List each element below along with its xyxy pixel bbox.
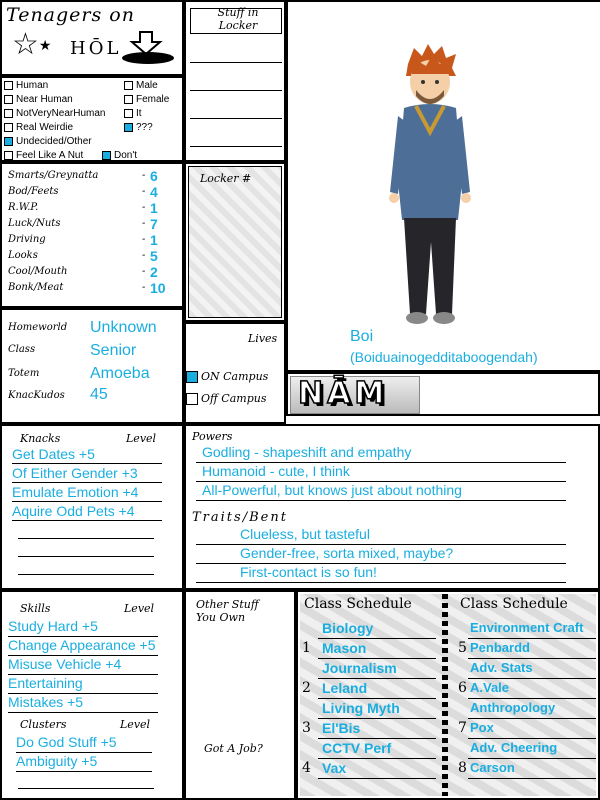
stat-value: 6 — [150, 168, 158, 184]
gender-label: Don't — [114, 150, 138, 161]
schedule-room: Penbardd — [470, 640, 530, 655]
schedule-underline — [318, 698, 436, 699]
schedule-underline — [468, 778, 596, 779]
gender-option — [124, 80, 158, 91]
schedule-class: Environment Craft — [470, 620, 584, 635]
portrait-box — [286, 0, 600, 372]
species-checkbox[interactable] — [4, 123, 13, 132]
game-title: Tenagers on — [6, 4, 135, 26]
traits-label: Traits/Bent — [192, 510, 288, 525]
species-checkbox[interactable] — [4, 151, 13, 160]
schedule-title-right: Class Schedule — [460, 596, 568, 612]
name-banner-box — [286, 372, 600, 416]
schedule-underline — [318, 738, 436, 739]
trait-item: First-contact is so fun! — [240, 564, 377, 580]
on-campus-label: ON Campus — [201, 370, 269, 383]
stat-dash: - — [142, 170, 146, 181]
schedule-period: 6 — [458, 680, 467, 696]
schedule-underline — [318, 778, 436, 779]
skills-label: Skills — [20, 602, 51, 615]
schedule-class: Anthropology — [470, 700, 556, 715]
totem-label: Totem — [8, 368, 40, 379]
schedule-period: 8 — [458, 760, 467, 776]
species-label: Undecided/Other — [16, 136, 92, 147]
schedule-period: 4 — [302, 760, 311, 776]
powers-traits-box — [184, 424, 600, 590]
schedule-underline — [468, 718, 596, 719]
gender-label: It — [136, 108, 142, 119]
schedule-class: Biology — [322, 620, 374, 636]
off-campus-label: Off Campus — [201, 392, 267, 405]
skills-level-label: Level — [124, 602, 155, 615]
power-underline — [196, 500, 566, 501]
job-label: Got A Job? — [204, 742, 263, 755]
stat-label: Luck/Nuts — [8, 218, 61, 229]
stat-value: 5 — [150, 248, 158, 264]
kudos-label: KnacKudos — [8, 390, 65, 401]
power-item: Humanoid - cute, I think — [202, 463, 350, 479]
species-label: Human — [16, 80, 49, 91]
species-label: NotVeryNearHuman — [16, 108, 106, 119]
power-item: Godling - shapeshift and empathy — [202, 444, 412, 460]
other-stuff-box — [184, 590, 296, 800]
schedule-underline — [468, 758, 596, 759]
character-name: Boi — [350, 328, 374, 345]
schedule-underline — [318, 758, 436, 759]
knack-underline — [12, 501, 162, 502]
knacks-box — [0, 424, 184, 590]
gender-label: Male — [136, 80, 158, 91]
logo-box — [0, 0, 184, 76]
schedule-room: El'Bis — [322, 720, 361, 736]
species-option — [4, 80, 48, 91]
schedule-class: Adv. Stats — [470, 660, 533, 675]
other-stuff-label: Other Stuff You Own — [196, 598, 259, 624]
schedule-divider — [442, 594, 448, 796]
schedule-room: Leland — [322, 680, 368, 696]
stat-label: Bod/Feets — [8, 186, 59, 197]
gender-option — [124, 94, 169, 105]
species-label: Real Weirdie — [16, 122, 74, 133]
gender-checkbox[interactable] — [124, 95, 133, 104]
stat-label: Looks — [8, 250, 38, 261]
totem-value: Amoeba — [90, 365, 150, 382]
stat-value: 1 — [150, 200, 158, 216]
schedule-period: 7 — [458, 720, 467, 736]
skill-item: Mistakes +5 — [8, 694, 84, 710]
stat-label: Bonk/Meat — [8, 282, 64, 293]
class-value: Senior — [90, 342, 137, 359]
schedule-room: Carson — [470, 760, 515, 775]
stat-dash: - — [142, 218, 146, 229]
locker-number-label: Locker # — [200, 172, 252, 185]
schedule-class: Adv. Cheering — [470, 740, 558, 755]
stat-value: 4 — [150, 184, 158, 200]
locker-box — [184, 162, 286, 322]
stat-dash: - — [142, 186, 146, 197]
stat-value: 7 — [150, 216, 158, 232]
stars-icon: ☆★ — [12, 28, 52, 61]
skills-box — [0, 590, 184, 800]
stat-label: Cool/Mouth — [8, 266, 68, 277]
stat-label: Driving — [8, 234, 46, 245]
cluster-item: Do God Stuff +5 — [16, 734, 117, 750]
stat-value: 2 — [150, 264, 158, 280]
gender-label: Female — [136, 94, 170, 105]
stats-box — [0, 162, 184, 308]
schedule-box — [296, 590, 600, 800]
cluster-underline — [16, 771, 152, 772]
species-checkbox[interactable] — [4, 137, 13, 146]
species-option — [4, 108, 105, 119]
gender-option — [124, 122, 153, 133]
schedule-room: Mason — [322, 640, 367, 656]
stat-label: Smarts/Greynatta — [8, 170, 99, 181]
gender-checkbox[interactable] — [102, 151, 111, 160]
trait-underline — [196, 582, 566, 583]
knack-underline — [12, 482, 162, 483]
stat-dash: - — [142, 282, 146, 293]
stat-dash: - — [142, 250, 146, 261]
schedule-room: A.Vale — [470, 680, 510, 695]
schedule-underline — [468, 638, 596, 639]
schedule-underline — [318, 658, 436, 659]
gender-checkbox[interactable] — [124, 81, 133, 90]
stuff-in-locker-label: Stuff in Locker — [217, 6, 259, 32]
hole-icon — [118, 30, 182, 66]
skill-item: Study Hard +5 — [8, 618, 98, 634]
species-option — [4, 136, 92, 147]
lives-box — [184, 322, 286, 424]
schedule-class: Journalism — [322, 660, 397, 676]
schedule-period: 3 — [302, 720, 311, 736]
gender-option — [124, 108, 142, 119]
gender-checkbox[interactable] — [124, 109, 133, 118]
clusters-label: Clusters — [20, 718, 67, 731]
knacks-level-label: Level — [126, 432, 157, 445]
gender-label: ??? — [136, 122, 153, 133]
skill-item: Entertaining — [8, 675, 83, 691]
skill-underline — [8, 712, 158, 713]
homeworld-value: Unknown — [90, 319, 157, 336]
species-checkbox[interactable] — [4, 109, 13, 118]
gender-checkbox[interactable] — [124, 123, 133, 132]
stuff-in-locker-box — [184, 0, 286, 162]
schedule-underline — [318, 718, 436, 719]
knack-item: Emulate Emotion +4 — [12, 484, 139, 500]
character-portrait — [386, 42, 476, 332]
powers-label: Powers — [192, 430, 233, 443]
skill-item: Change Appearance +5 — [8, 637, 156, 653]
knacks-label: Knacks — [20, 432, 61, 445]
character-full-name: (Boiduainogedditaboogendah) — [350, 349, 538, 365]
stat-dash: - — [142, 202, 146, 213]
knack-underline — [12, 520, 162, 521]
identity-box — [0, 76, 184, 162]
kudos-value: 45 — [90, 386, 108, 403]
schedule-underline — [468, 738, 596, 739]
clusters-level-label: Level — [120, 718, 151, 731]
schedule-period: 2 — [302, 680, 311, 696]
schedule-underline — [318, 638, 436, 639]
knack-item: Of Either Gender +3 — [12, 465, 138, 481]
lives-label: Lives — [248, 332, 278, 345]
homeworld-label: Homeworld — [8, 322, 68, 333]
species-option — [4, 122, 73, 133]
schedule-underline — [468, 698, 596, 699]
knack-underline — [12, 463, 162, 464]
species-checkbox[interactable] — [4, 81, 13, 90]
game-subtitle: HŌL — [70, 38, 122, 59]
schedule-room: Vax — [322, 760, 347, 776]
schedule-class: CCTV Perf — [322, 740, 392, 756]
species-option — [4, 150, 83, 161]
stat-value: 10 — [150, 280, 166, 296]
schedule-title-left: Class Schedule — [304, 596, 412, 612]
schedule-period: 5 — [458, 640, 467, 656]
skill-item: Misuse Vehicle +4 — [8, 656, 122, 672]
name-banner: NĀM — [298, 376, 389, 411]
info-box — [0, 308, 184, 424]
schedule-underline — [468, 678, 596, 679]
off-campus-checkbox[interactable] — [186, 393, 198, 405]
stat-dash: - — [142, 234, 146, 245]
knack-item: Aquire Odd Pets +4 — [12, 503, 135, 519]
schedule-period: 1 — [302, 640, 311, 656]
power-item: All-Powerful, but knows just about nothing — [202, 482, 462, 498]
species-option — [4, 94, 73, 105]
species-label: Near Human — [16, 94, 73, 105]
schedule-underline — [468, 658, 596, 659]
stat-dash: - — [142, 266, 146, 277]
knack-item: Get Dates +5 — [12, 446, 95, 462]
stat-label: R.W.P. — [8, 202, 39, 213]
on-campus-checkbox[interactable] — [186, 371, 198, 383]
schedule-underline — [318, 678, 436, 679]
trait-item: Clueless, but tasteful — [240, 526, 370, 542]
species-label: Feel Like A Nut — [16, 150, 84, 161]
class-label: Class — [8, 344, 36, 355]
trait-item: Gender-free, sorta mixed, maybe? — [240, 545, 454, 561]
cluster-item: Ambiguity +5 — [16, 753, 98, 769]
schedule-room: Pox — [470, 720, 494, 735]
schedule-class: Living Myth — [322, 700, 400, 716]
gender-option — [102, 150, 137, 161]
species-checkbox[interactable] — [4, 95, 13, 104]
stat-value: 1 — [150, 232, 158, 248]
